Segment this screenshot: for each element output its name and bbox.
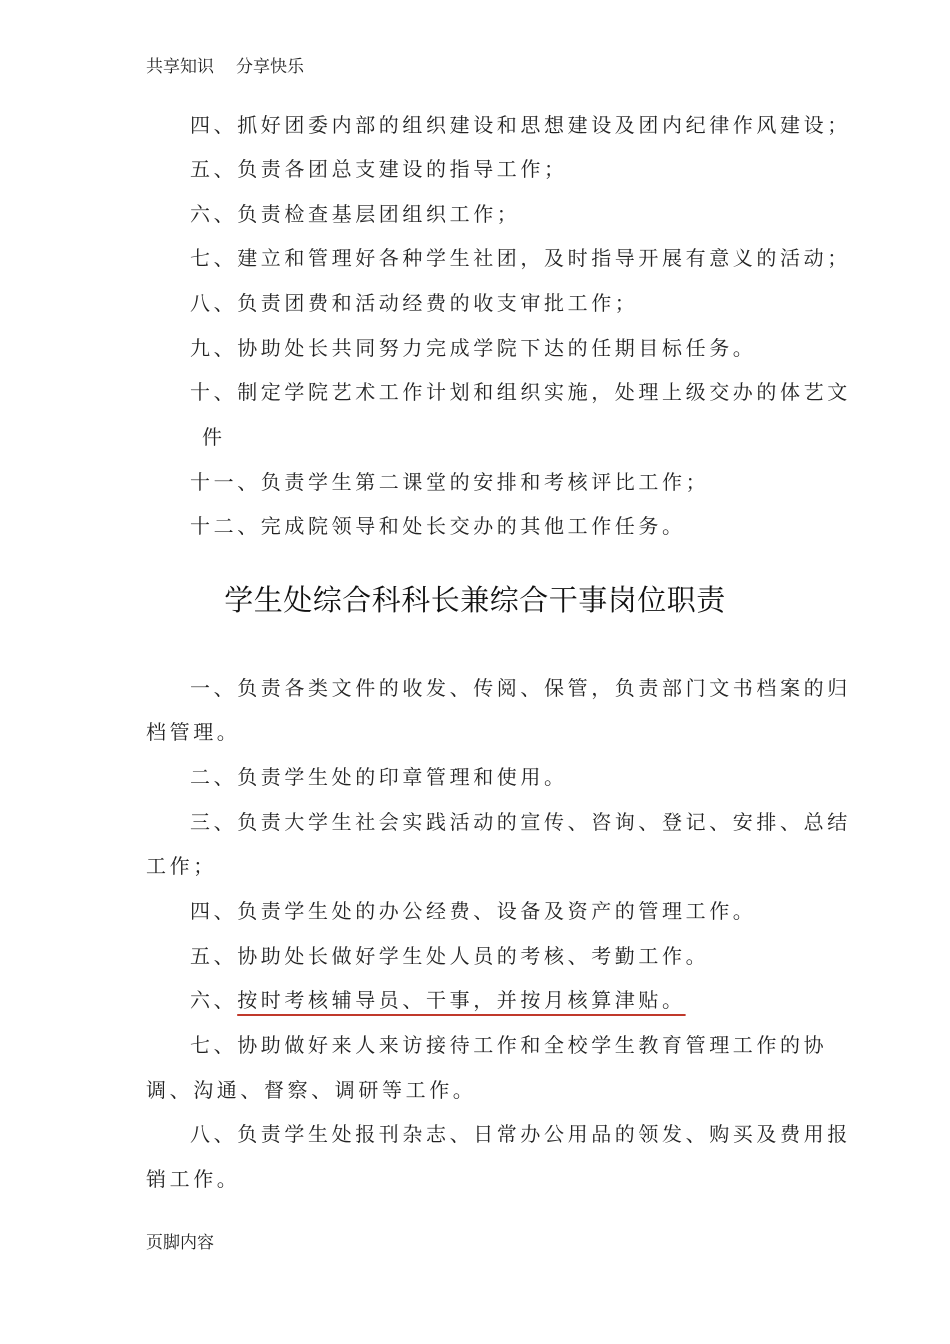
role-item-4: 四、负责学生处的办公经费、设备及资产的管理工作。 [190,899,757,923]
role-item-1-continued: 档管理。 [146,720,241,744]
duty-item-10-continued: 件 [202,425,226,449]
page-footer: 页脚内容 [146,1233,214,1253]
duty-item-4: 四、抓好团委内部的组织建设和思想建设及团内纪律作风建设； [190,113,851,137]
role-item-6-underlined-text: 按时考核辅导员、干事，并按月核算津贴。 [237,988,686,1012]
role-item-7: 七、协助做好来人来访接待工作和全校学生教育管理工作的协 [190,1033,828,1057]
header-left-text: 共享知识 [146,57,214,77]
duty-item-12: 十二、完成院领导和处长交办的其他工作任务。 [190,514,686,538]
duty-item-10: 十、制定学院艺术工作计划和组织实施，处理上级交办的体艺文 [190,380,851,404]
duty-item-11: 十一、负责学生第二课堂的安排和考核评比工作； [190,470,710,494]
duty-item-8: 八、负责团费和活动经费的收支审批工作； [190,291,639,315]
duty-item-9: 九、协助处长共同努力完成学院下达的任期目标任务。 [190,336,757,360]
role-item-3-continued: 工作； [146,854,217,878]
section-title: 学生处综合科科长兼综合干事岗位职责 [224,583,726,617]
role-item-5: 五、协助处长做好学生处人员的考核、考勤工作。 [190,944,710,968]
page-header [146,52,304,77]
role-item-8: 八、负责学生处报刊杂志、日常办公用品的领发、购买及费用报 [190,1122,851,1146]
role-item-6-number: 六、 [190,988,238,1012]
header-right-text: 分享快乐 [236,57,304,77]
role-item-3: 三、负责大学生社会实践活动的宣传、咨询、登记、安排、总结 [190,810,851,834]
duty-item-6: 六、负责检查基层团组织工作； [190,202,521,226]
duty-item-7: 七、建立和管理好各种学生社团，及时指导开展有意义的活动； [190,246,851,270]
role-item-6 [190,986,870,1014]
role-item-2: 二、负责学生处的印章管理和使用。 [190,765,568,789]
duty-item-5: 五、负责各团总支建设的指导工作； [190,157,568,181]
role-item-8-continued: 销工作。 [146,1167,241,1191]
role-item-7-continued: 调、沟通、督察、调研等工作。 [146,1078,477,1102]
role-item-1: 一、负责各类文件的收发、传阅、保管，负责部门文书档案的归 [190,676,851,700]
